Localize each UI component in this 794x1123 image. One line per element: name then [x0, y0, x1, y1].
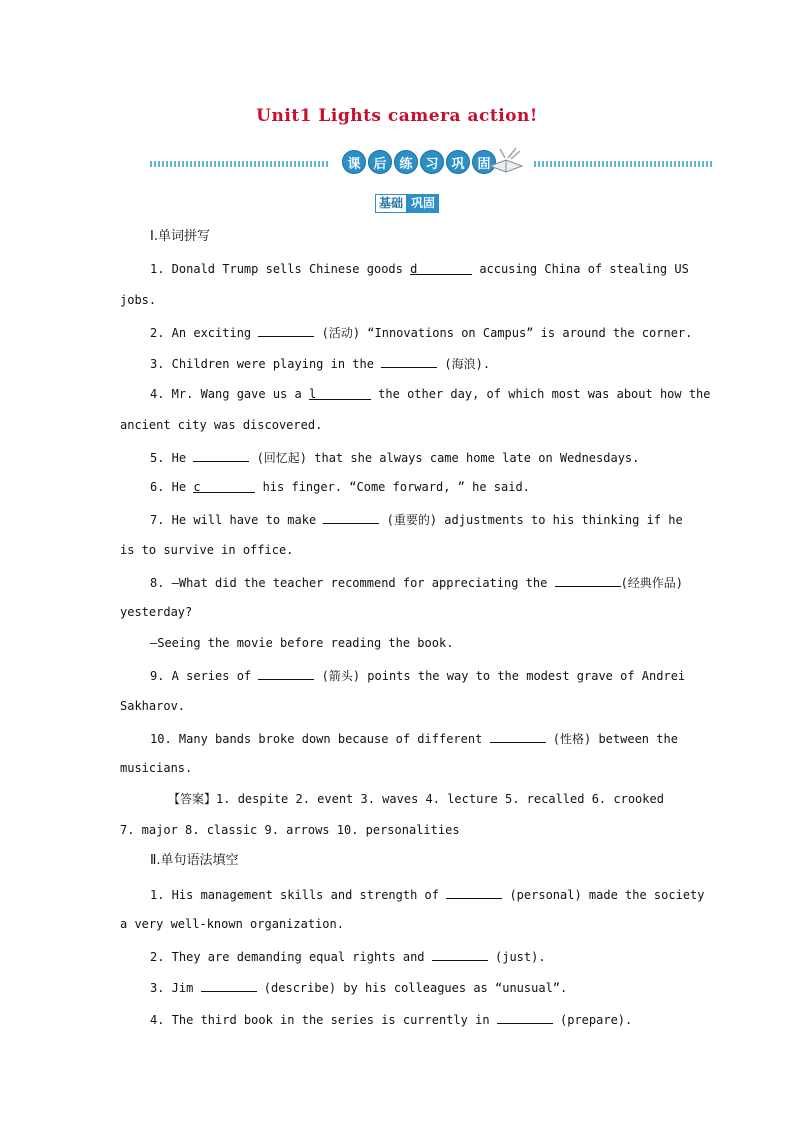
question-line	[150, 511, 683, 527]
question-text: 6. He	[150, 480, 194, 494]
answer-blank	[490, 730, 546, 743]
answer-label: 【答案】	[168, 792, 217, 806]
answer-blank	[201, 979, 257, 992]
question-text: (personal) made the society	[502, 888, 705, 902]
answer-blank	[258, 667, 314, 680]
answer-key-continuation: 7. major 8. classic 9. arrows 10. personalities	[120, 823, 460, 837]
question-text: (prepare).	[552, 1013, 633, 1027]
badge-part1: 基础	[375, 194, 407, 213]
hint-letter: c	[193, 480, 201, 494]
question-line	[150, 480, 530, 494]
answer-blank	[446, 886, 502, 899]
question-text: (海浪).	[437, 357, 491, 371]
question-line	[150, 979, 567, 995]
question-text: (箭头) points the way to the modest grave of Andrei	[314, 669, 686, 683]
section-badge	[375, 194, 439, 213]
question-text: 10. Many bands broke down because of different	[150, 732, 490, 746]
question-continuation: Sakharov.	[120, 699, 186, 713]
question-text: (describe) by his colleagues as “unusual”.	[256, 981, 568, 995]
banner-stripe-right	[534, 161, 712, 167]
question-continuation: musicians.	[120, 761, 193, 775]
question-line	[150, 730, 678, 746]
question-text: the other day, of which most was about how the	[370, 387, 711, 401]
answer-blank	[309, 387, 371, 400]
question-text: 4. The third book in the series is currently in	[150, 1013, 497, 1027]
answer-blank	[432, 948, 488, 961]
section1-heading: Ⅰ.单词拼写	[150, 229, 210, 244]
question-text: (回忆起) that she always came home late on Wednesdays.	[249, 451, 640, 465]
question-line	[150, 324, 692, 340]
question-text: his finger. “Come forward, ” he said.	[255, 480, 530, 494]
question-continuation: ancient city was discovered.	[120, 418, 323, 432]
question-text: 1. His management skills and strength of	[150, 888, 447, 902]
question-text: (性格) between the	[545, 732, 678, 746]
answer-key	[168, 792, 664, 806]
question-line	[150, 355, 490, 371]
question-continuation: is to survive in office.	[120, 543, 294, 557]
question-line	[150, 1011, 632, 1027]
question-text: 7. He will have to make	[150, 513, 324, 527]
question-text: 9. A series of	[150, 669, 259, 683]
question-line	[150, 948, 546, 964]
banner-char: 练	[394, 150, 418, 174]
question-text: 2. They are demanding equal rights and	[150, 950, 432, 964]
question-line	[150, 449, 639, 465]
banner-char: 习	[420, 150, 444, 174]
question-line	[150, 574, 683, 590]
question-line	[150, 262, 689, 276]
question-text: 2. An exciting	[150, 326, 259, 340]
question-line	[150, 886, 705, 902]
question-text: 8. —What did the teacher recommend for appreciating the	[150, 576, 555, 590]
hint-letter: l	[308, 387, 317, 401]
question-text: 1. Donald Trump sells Chinese goods	[150, 262, 411, 276]
dialogue-reply: —Seeing the movie before reading the book.	[150, 636, 454, 650]
question-text: (经典作品)	[620, 576, 684, 590]
question-continuation: yesterday?	[120, 605, 193, 619]
answer-blank	[381, 355, 437, 368]
question-text: 3. Children were playing in the	[150, 357, 382, 371]
question-continuation: jobs.	[120, 293, 157, 307]
banner-char: 课	[342, 150, 366, 174]
answer-key-line: 1. despite 2. event 3. waves 4. lecture 5. recalled 6. crooked	[216, 792, 664, 806]
hint-letter: d	[410, 262, 418, 276]
question-text: 3. Jim	[150, 981, 201, 995]
answer-blank	[410, 262, 472, 275]
banner-title	[342, 150, 496, 174]
question-text: (just).	[487, 950, 546, 964]
question-text: accusing China of stealing US	[472, 262, 689, 276]
section-banner	[150, 150, 712, 176]
banner-stripe-left	[150, 161, 330, 167]
question-text: 4. Mr. Wang gave us a	[150, 387, 309, 401]
section2-heading: Ⅱ.单句语法填空	[150, 853, 239, 868]
question-text: 5. He	[150, 451, 194, 465]
badge-part2: 巩固	[407, 194, 439, 213]
question-continuation: a very well-known organization.	[120, 917, 344, 931]
answer-blank	[323, 511, 379, 524]
answer-blank	[193, 480, 255, 493]
banner-char: 固	[472, 150, 496, 174]
answer-blank	[497, 1011, 553, 1024]
question-line	[150, 387, 711, 401]
question-text: (重要的) adjustments to his thinking if he	[379, 513, 683, 527]
question-line	[150, 667, 685, 683]
banner-char: 巩	[446, 150, 470, 174]
open-book-icon	[486, 146, 526, 176]
page-title: Unit1 Lights camera action!	[256, 106, 538, 126]
banner-char: 后	[368, 150, 392, 174]
answer-blank	[193, 449, 249, 462]
question-text: (活动) “Innovations on Campus” is around the corner.	[314, 326, 693, 340]
answer-blank	[258, 324, 314, 337]
answer-blank	[555, 574, 621, 587]
